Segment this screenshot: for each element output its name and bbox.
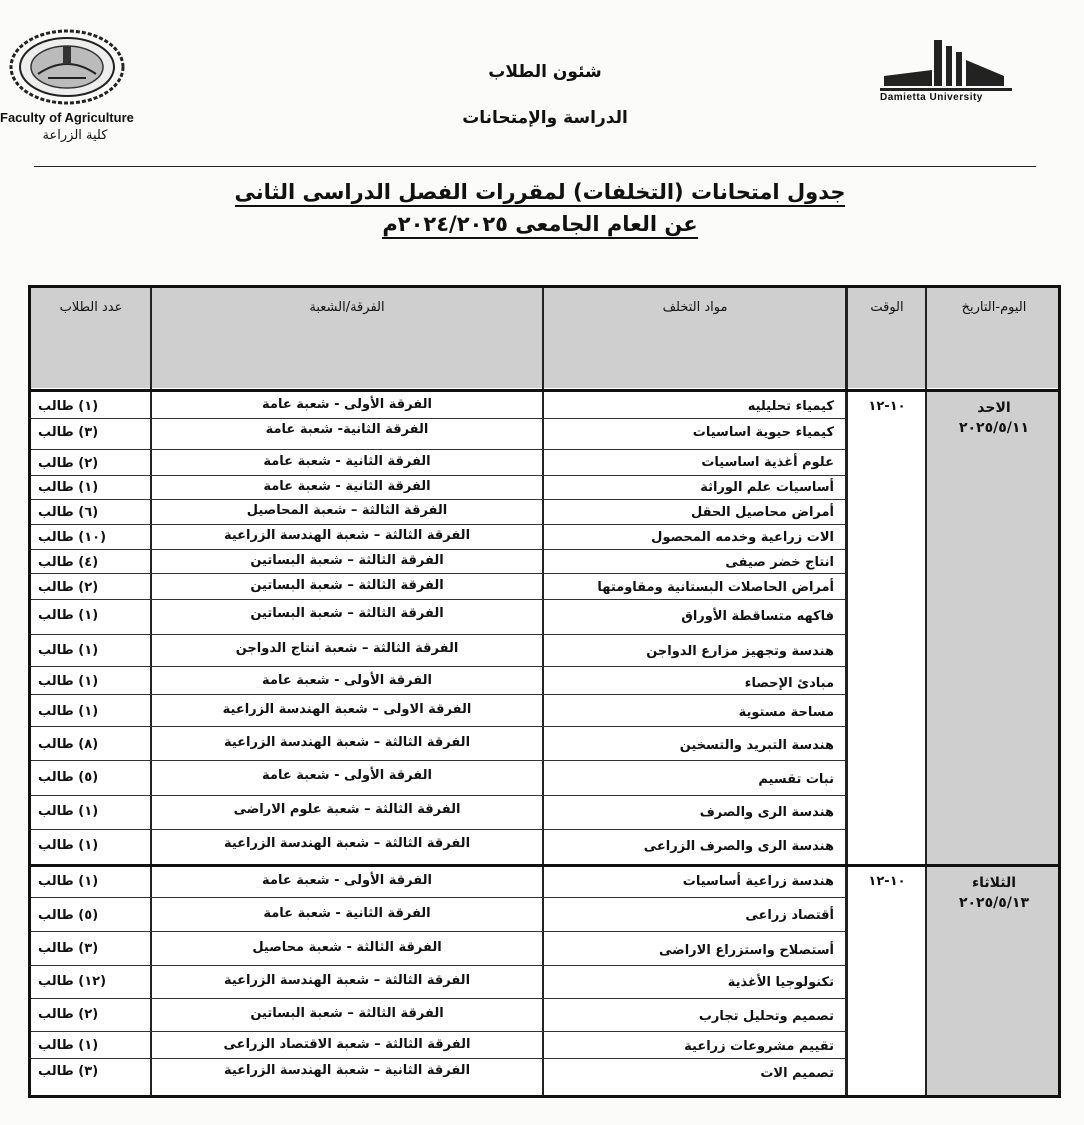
row-rule — [31, 931, 845, 932]
header-bottom-rule — [31, 389, 1058, 392]
division-cell: الفرقة الأولى - شعبة عامة — [262, 873, 432, 888]
schedule-subtitle: عن العام الجامعى ٢٠٢٤/٢٠٢٥م — [180, 212, 900, 236]
dept-line-1: شئون الطلاب — [488, 62, 602, 82]
division-cell: الفرقة الثالثة – شعبة المحاصيل — [246, 503, 448, 518]
division-cell: الفرقة الثانية - شعبة عامة — [263, 479, 431, 494]
student-count-cell: (٢) طالب — [38, 456, 99, 471]
row-rule — [31, 965, 845, 966]
faculty-name-en: Faculty of Agriculture — [0, 110, 134, 125]
student-count-cell: (٢) طالب — [38, 580, 99, 595]
student-count-cell: (٣) طالب — [38, 1064, 99, 1079]
student-count-cell: (١) طالب — [38, 480, 99, 495]
subject-cell: كيمياء حيوية اساسيات — [692, 425, 834, 440]
subject-cell: هندسة زراعية أساسيات — [682, 874, 834, 889]
subject-cell: هندسة الرى والصرف الزراعى — [643, 839, 834, 854]
student-count-cell: (٨) طالب — [38, 737, 99, 752]
division-cell: الفرقة الثالثة – شعبة الهندسة الزراعية — [223, 528, 471, 543]
subject-cell: مبادئ الإحصاء — [744, 676, 834, 691]
header-students: عدد الطلاب — [59, 300, 123, 315]
row-rule — [31, 524, 845, 525]
exam-date: ٢٠٢٥/٥/١١ — [958, 420, 1030, 436]
row-rule — [31, 726, 845, 727]
division-cell: الفرقة الثالثة – شعبة الهندسة الزراعية — [223, 735, 471, 750]
division-cell: الفرقة الثالثة – شعبة البساتين — [250, 578, 444, 593]
row-rule — [31, 475, 845, 476]
row-rule — [31, 599, 845, 600]
row-rule — [31, 998, 845, 999]
student-count-cell: (١) طالب — [38, 874, 99, 889]
header-division: الفرقة/الشعبة — [309, 300, 385, 315]
student-count-cell: (٢) طالب — [38, 1007, 99, 1022]
division-cell: الفرقة الثالثة – شعبة الاقتصاد الزراعى — [223, 1037, 471, 1052]
division-cell: الفرقة الثانية - شعبة عامة — [263, 906, 431, 921]
row-rule — [31, 897, 845, 898]
header-day-date: اليوم-التاريخ — [961, 300, 1027, 315]
student-count-cell: (١٠) طالب — [38, 530, 107, 545]
day-name: الثلاثاء — [971, 875, 1017, 891]
subject-cell: هندسة التبريد والتسخين — [679, 738, 834, 753]
header-time: الوقت — [870, 300, 904, 315]
division-cell: الفرقة الثالثة – شعبة البساتين — [250, 1006, 444, 1021]
student-count-cell: (١) طالب — [38, 1038, 99, 1053]
student-count-cell: (١) طالب — [38, 643, 99, 658]
subject-cell: نبات تقسيم — [758, 772, 834, 787]
row-rule — [31, 666, 845, 667]
subject-cell: الات زراعية وخدمه المحصول — [651, 530, 834, 545]
dept-line-2: الدراسة والإمتحانات — [462, 108, 628, 128]
division-cell: الفرقة الثالثة – شعبة البساتين — [250, 553, 444, 568]
row-rule — [31, 694, 845, 695]
subject-cell: أمراض الحاصلات البستانية ومقاومتها — [597, 580, 834, 595]
division-cell: الفرقة الأولى - شعبة عامة — [262, 397, 432, 412]
division-cell: الفرقة الثانية - شعبة عامة — [263, 454, 431, 469]
subject-cell: تقييم مشروعات زراعية — [684, 1039, 834, 1054]
group-divider — [31, 864, 1058, 867]
division-cell: الفرقة الاولى – شعبة الهندسة الزراعية — [222, 702, 472, 717]
row-rule — [31, 634, 845, 635]
col-divider — [542, 288, 544, 1095]
student-count-cell: (١٢) طالب — [38, 974, 107, 989]
student-count-cell: (١) طالب — [38, 608, 99, 623]
row-rule — [31, 1058, 845, 1059]
subject-cell: فاكهه متساقطة الأوراق — [681, 609, 834, 624]
subject-cell: كيمياء تحليليه — [747, 399, 834, 414]
subject-cell: أساسيات علم الوراثة — [700, 480, 834, 495]
row-rule — [31, 449, 845, 450]
day-cell-1 — [928, 398, 1060, 438]
division-cell: الفرقة الثالثة – شعبة الهندسة الزراعية — [223, 973, 471, 988]
subject-cell: علوم أغذية اساسيات — [701, 455, 834, 470]
time-cell-2: ١٠-١٢ — [868, 874, 906, 889]
subject-cell: أمراض محاصيل الحقل — [690, 505, 834, 520]
student-count-cell: (٥) طالب — [38, 770, 99, 785]
subject-cell: هندسة وتجهيز مزارع الدواجن — [646, 644, 834, 659]
faculty-name-ar: كلية الزراعة — [42, 128, 108, 143]
faculty-seal-logo — [8, 28, 126, 106]
student-count-cell: (١) طالب — [38, 838, 99, 853]
subject-cell: هندسة الرى والصرف — [699, 805, 834, 820]
day-name: الاحد — [977, 400, 1011, 416]
subject-cell: أستصلاح واستزراع الاراضى — [659, 943, 834, 958]
time-cell-1: ١٠-١٢ — [868, 399, 906, 414]
day-cell-2 — [928, 873, 1060, 913]
student-count-cell: (١) طالب — [38, 674, 99, 689]
student-count-cell: (١) طالب — [38, 804, 99, 819]
student-count-cell: (٦) طالب — [38, 505, 99, 520]
division-cell: الفرقة الثالثة - شعبة محاصيل — [252, 940, 442, 955]
division-cell: الفرقة الثالثة – شعبة انتاج الدواجن — [235, 641, 459, 656]
row-rule — [31, 418, 845, 419]
row-rule — [31, 573, 845, 574]
student-count-cell: (١) طالب — [38, 399, 99, 414]
student-count-cell: (٥) طالب — [38, 908, 99, 923]
schedule-title: جدول امتحانات (التخلفات) لمقررات الفصل الدراسى الثانى — [180, 180, 900, 204]
row-rule — [31, 549, 845, 550]
day-column-shade — [927, 392, 1058, 1095]
division-cell: الفرقة الثانية- شعبة عامة — [265, 422, 429, 437]
division-cell: الفرقة الأولى - شعبة عامة — [262, 673, 432, 688]
subject-cell: مساحة مستوية — [738, 705, 834, 720]
row-rule — [31, 795, 845, 796]
subject-cell: تصميم الات — [760, 1066, 834, 1081]
row-rule — [31, 499, 845, 500]
division-cell: الفرقة الثانية – شعبة الهندسة الزراعية — [223, 1063, 471, 1078]
university-name-en: Damietta University — [880, 92, 983, 103]
subject-cell: انتاج خضر صيفى — [725, 555, 834, 570]
exam-date: ٢٠٢٥/٥/١٣ — [958, 895, 1030, 911]
division-cell: الفرقة الثالثة – شعبة علوم الاراضى — [233, 802, 461, 817]
division-cell: الفرقة الثالثة – شعبة البساتين — [250, 606, 444, 621]
student-count-cell: (١) طالب — [38, 704, 99, 719]
row-rule — [31, 1031, 845, 1032]
header-subjects: مواد التخلف — [662, 300, 728, 315]
subject-cell: تصميم وتحليل تجارب — [698, 1009, 834, 1024]
student-count-cell: (٤) طالب — [38, 555, 99, 570]
row-rule — [31, 760, 845, 761]
row-rule — [31, 829, 845, 830]
student-count-cell: (٣) طالب — [38, 425, 99, 440]
student-count-cell: (٣) طالب — [38, 941, 99, 956]
header-divider — [34, 166, 1036, 167]
subject-cell: تكنولوجيا الأغذية — [727, 975, 834, 990]
division-cell: الفرقة الثالثة – شعبة الهندسة الزراعية — [223, 836, 471, 851]
subject-cell: أقتصاد زراعى — [745, 908, 834, 923]
division-cell: الفرقة الأولى - شعبة عامة — [262, 768, 432, 783]
